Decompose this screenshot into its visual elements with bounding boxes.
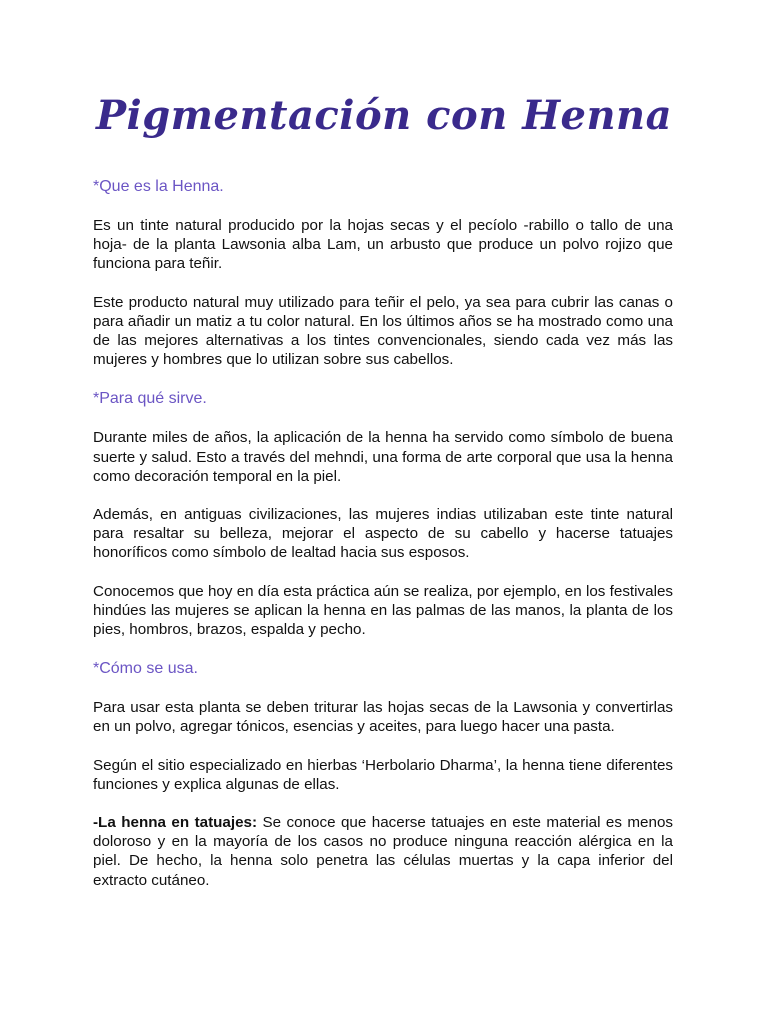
paragraph-tatuajes — [93, 813, 673, 890]
paragraph-lead-bold: -La henna en tatuajes: — [93, 814, 258, 832]
paragraph: Este producto natural muy utilizado para teñir el pelo, ya sea para cubrir las canas o para añadir un matiz a tu color natural. En los últimos años se ha mostrado como una de las mejores alternativas a los tintes convencionales, siendo cada vez más las mujeres y hombres que lo utilizan sobre sus cabellos. — [93, 293, 673, 369]
section-heading: *Que es la Henna. — [93, 178, 224, 195]
document-body — [93, 176, 673, 890]
paragraph: Es un tinte natural producido por la hojas secas y el pecíolo -rabillo o tallo de una hoja- de la planta Lawsonia alba Lam, un arbusto que produce un polvo rojizo que funciona para teñir. — [93, 217, 673, 273]
paragraph: Para usar esta planta se deben triturar las hojas secas de la Lawsonia y convertirlas en un polvo, agregar tónicos, esencias y aceites, para luego hacer una pasta. — [93, 699, 673, 736]
paragraph-lead-text: Se conoce que hacerse tatuajes en este material es menos doloroso y en la mayoría de los casos no produce ninguna reacción alérgica en la piel. De hecho, la henna solo penetra las células muertas y la capa inferior del extracto cutáneo. — [93, 814, 673, 889]
paragraph: Conocemos que hoy en día esta práctica aún se realiza, por ejemplo, en los festivales hindúes las mujeres se aplican la henna en las palmas de las manos, la planta de los pies, hombros, brazos, espalda y pecho. — [93, 582, 673, 639]
paragraph: Además, en antiguas civilizaciones, las mujeres indias utilizaban este tinte natural para resaltar su belleza, mejorar el aspecto de su cabello y hacerse tatuajes honoríficos como símbolo de lealtad hacia sus esposos. — [93, 506, 673, 562]
section-para-que-sirve — [93, 388, 673, 639]
paragraph: Durante miles de años, la aplicación de la henna ha servido como símbolo de buena suerte y salud. Esto a través del mehndi, una forma de arte corporal que usa la henna como decoración temporal en la piel. — [93, 429, 673, 485]
page-title: Pigmentación con Henna — [95, 92, 673, 139]
section-que-es — [93, 176, 673, 369]
section-como-se-usa — [93, 658, 673, 890]
paragraph: Según el sitio especializado en hierbas ‘Herbolario Dharma’, la henna tiene diferentes funciones y explica algunas de ellas. — [93, 756, 673, 793]
section-heading: *Cómo se usa. — [93, 660, 198, 678]
section-heading: *Para qué sirve. — [93, 390, 207, 408]
